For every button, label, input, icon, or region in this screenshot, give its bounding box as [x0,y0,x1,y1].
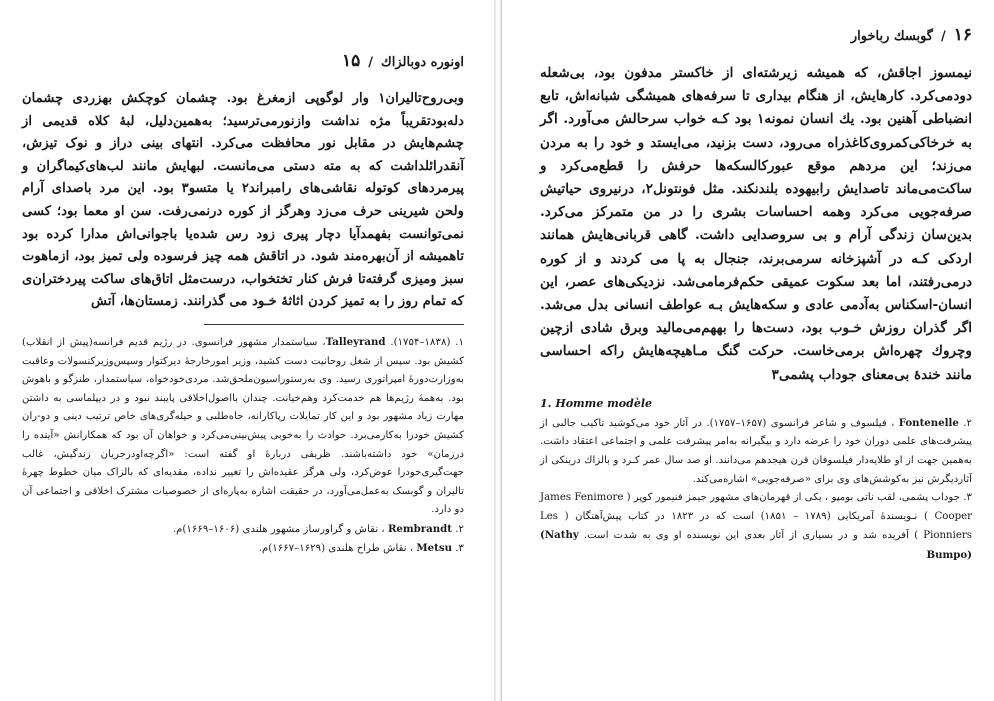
footnote-text: ، فیلسوف و شاعر فرانسوی (۱۶۵۷–۱۷۵۷). در آثار خود می‌کوشید تاکیب جالبی از پیشرفت‌های علمی دوران خود را عرضه دارد و بیگیرانه به‌امر پیشرفت علمی و اجتماعی اعتقاد داشت. به‌همین جهت از او طلایه‌دار فیلسوفان قرن هیجدهم می‌دانند. او صد سال عمر کـرد و بالزاك درینکی از آثاردیگرش نیز به‌کوشش‌های وی برای «صرفه‌جویی» اشاره‌می‌کند. [540,417,972,485]
header-slash: / [940,29,946,44]
right-page-number: ۱۶ [953,25,972,45]
footnote-text: ، نقاش طراح هلندی (۱۶۲۹–۱۶۶۷)م. [258,543,414,555]
footnote-latin-name: Rembrandt [387,522,453,535]
left-body-text: وبی‌روح‌تالیران۱ وار لوگوپی ازمغرغ بود. چشمان کوچکش بهزردی چشمان دله‌بودتقریباً مژه نداشت وازنورمی‌ترسید؛ به‌همین‌دلیل، لبهٔ کلاه قدیمی از چشم‌هایش در مقابل نور محافظت می‌کرد. انتهای بینی دراز و نوک تیزش، آنقدر‌ائلداشت که به مته دستی می‌مانست. لبهایش مانند لب‌های‌کیماگران و پیرمردهای کوتوله نقاشی‌های رامبراند۲ یا متسو۳ بود. این مرد باصدای آرام ولحن شیرینی حرف می‌زد وهرگز از کوره درنمی‌رفت. سن او معما بود؛ کسی نمی‌توانست بفهمدآیا دچار پیری زود رس شده‌یا باجوانی‌اش مدارا کرده بود تاهمیشه از آن‌بهره‌مند شود. در اتاقش همه چیز فرسوده ولی تمیز بود، ازماهوت سبز ومیزی گرفته‌تا فرش کنار تختخواب، درست‌مثل اتاق‌های ساکت پیردختران‌ی که تمام روز را به تمیز کردن اثاثهٔ خـود می گذرانند. زمستان‌ها، آتش [22,91,464,310]
footnote-cooper [540,489,972,565]
footnote-text: جوداب پشمی، لقب ناتی بومپو ، یکی از قهرمان‌های مشهور جیمز فنیمور کوپر ( James Fenimore Cooper ) نـویسندهٔ آمریکایی (۱۷۸۹ – ۱۸۵۱) است که در ۱۸۲۳ در کتاب پیش‌آهنگان ( Les Pionniers ) آفریده شد و در بسیاری از آثار بعدی این نویسنده او وی به شدت است. [540,492,972,542]
left-footnotes [22,333,464,559]
footnote-number: ۱. [455,336,464,348]
footnote-homme-modele: 1. Homme modèle [540,396,652,410]
footnote-number: ۲. [455,523,464,535]
right-page-header [540,22,972,48]
right-footnotes [540,414,972,566]
left-running-title: اونوره دوبالزاك [381,55,464,70]
header-slash: / [368,55,374,70]
footnote-text: .(۱۷۵۴–۱۸۳۸)، سیاستمدار مشهور فرانسوی. در رژیم قدیم فرانسه‌(پیش از انقلاب) کشیش بود. سپس از شغل روحانیت دست کشید، وزیر امورخارجهٔ دیرکتوار وسپس‌وزیرکنسولات وعاقبت به‌وزارت‌دورهٔ امپراتوری رسید. وی به‌رستوراسیون‌ملحق‌شد. مردی‌خودخواه، سیاستمدار، طنزگو و باهوش بود. به‌همهٔ رژیم‌ها هم خدمت‌کرد وهم‌خیانت. چندان با‌اصول‌اخلاقی پایبند نبود و در دیپلماسی به داشتن مهارت زیاد مشهور بود و این کار تمایلات رپاکارانه، جاه‌طلبی و حیله‌گری‌های خاص ترتیب دینی و دو-ران کشیش خودرا به‌کارمی‌برد. حوادث را به‌خوبی پیش‌بینی‌می‌کرد و خواهان آن بود که همکارانش «آینده را درزمان» خود داشته‌باشند. ظریفی دربارهٔ او گفته است: «اگرچه‌او‌درجریان زندگیش، غالب جهت‌گیری‌خودرا عوض‌کرد، ولی هرگز عقیده‌اش را تغییر نداده، مقدیه‌ای که بالزاک میان خطوط چهرهٔ تالیران و گوبسک به‌عمل‌می‌آورد، در حقیقت اشاره به‌پاره‌ای از خصوصیات مشترک اخلاقی و اجتماعی آن دو دارد. [22,336,464,516]
footnote-number: ۲. [963,417,972,429]
right-body-text: نیمسوز اجاقش، که همیشه زیرشته‌ای از خاکستر مدفون بود، بی‌شعله دودمی‌کرد. کارهایش، از هنگام بیداری تا سرفه‌های همیشگی شبانه‌اش، تابع انضباطی آهنین بود. یك انسان نمونه۱ بود کـه خواب سرحالش می‌آورد. اگر به خرخاکی‌کمروی‌کاغذراه می‌رود، دست بزنید، می‌ایستد و خود را به مردن می‌زند؛ این مردهم موقع عبورکالسکه‌ها حرفش را قطع‌می‌کرد و ساکت‌می‌ماند تاصدایش رابیهوده بلندنکند. مثل فونتونل۲، درنیروی حیاتیش صرفه‌جویی می‌کرد وهمه احساسات بشری را در من متمرکز می‌کرد. بدین‌سان زندگی آرام و بی سروصدایی داشت. گاهی قربانی‌هایش همانند اردکی کـه در آشپزخانه سرمی‌برند، جنجال به پا می کردند و از کوره درمی‌رفتند، اما بعد سکوت عمیقی حکم‌فرمامی‌شد. نزدیکی‌های عصر، این انسان-اسکناس به‌آدمی عادی و سکه‌هایش بـه عواطف انسانی بدل می‌شد. اگر گذران روزش خـوب بود، دست‌ها را بههم‌می‌مالید وبرق شادی ازچین وچروك چهره‌اش برمی‌خاست. حرکت گنگ مـاهیچه‌هایش راکه احساسی مانند خندهٔ بی‌معنای جوداب پشمی۳ [540,65,972,383]
footnote-text: ، نقاش و گراورساز مشهور هلندی (۱۶۰۶–۱۶۶۹)م. [172,523,385,535]
footnote-divider [204,324,464,325]
footnote-talleyrand [22,333,464,520]
footnote-number: ۳. [963,492,972,504]
footnote-latin-name: Metsu [416,542,453,555]
footnote-latin-name: Fontenelle [898,416,959,429]
right-running-title: گوبسك رباخوار [850,29,933,44]
footnote-number: ۳. [455,543,464,555]
left-page-number: ۱۵ [342,51,361,71]
footnote-metsu [22,539,464,559]
footnote-rembrandt [22,520,464,540]
book-gutter [494,0,502,701]
right-page [502,0,994,701]
left-page-header [22,48,464,74]
left-page [0,0,494,701]
footnote-latin-name: Talleyrand [325,335,386,348]
footnote-fontenelle [540,414,972,489]
footnote-latin-name: (Nathy Bumpo) [540,529,972,561]
